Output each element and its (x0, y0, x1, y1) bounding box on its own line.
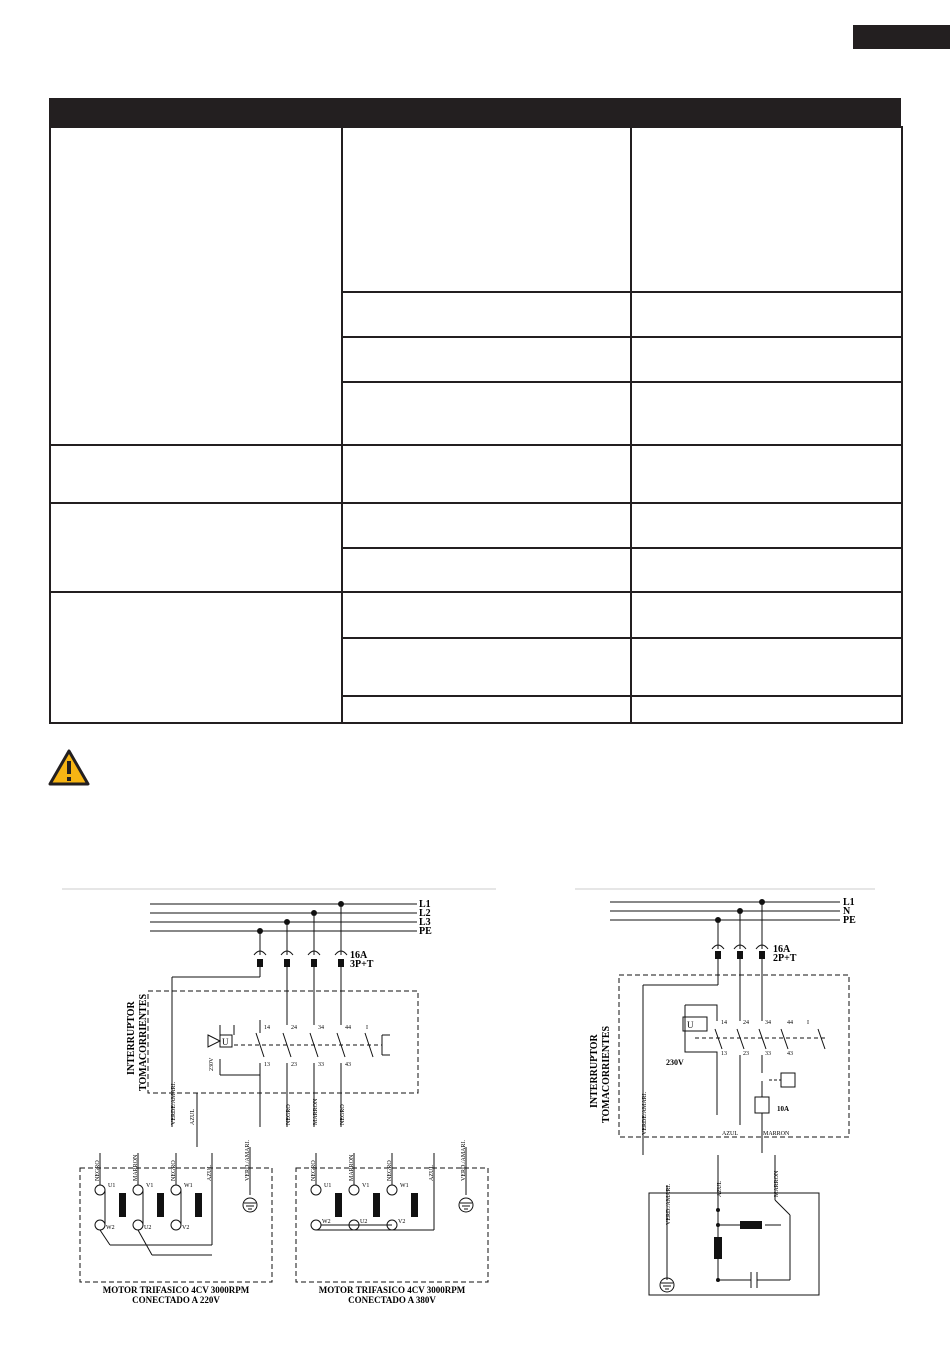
motor2-wire: NEGRO (387, 1160, 393, 1181)
motor2-wire: AZUL (429, 1165, 435, 1181)
wire-label: VERDE/AMARI. (642, 1091, 648, 1135)
winding-w1: W1 (400, 1183, 409, 1189)
terminal-13: 13 (721, 1051, 727, 1057)
table-cell (342, 548, 631, 592)
breaker-poles: 3P+T (350, 959, 374, 970)
table-cell (631, 292, 902, 337)
table-cell (342, 503, 631, 548)
table-cell (342, 127, 631, 292)
page-tab-marker (853, 25, 950, 49)
table-cell (342, 592, 631, 638)
table-cell (50, 445, 342, 503)
terminal-34: 34 (765, 1020, 771, 1026)
motor1-wire: NEGRO (171, 1160, 177, 1181)
table-cell (342, 696, 631, 723)
motor1-caption-sub: CONECTADO A 220V (132, 1295, 220, 1305)
table-body (49, 126, 903, 724)
table-cell (342, 292, 631, 337)
winding-v2: V2 (182, 1225, 190, 1231)
winding-w2: W2 (322, 1219, 331, 1225)
table-cell (50, 127, 342, 445)
motor-wire: AZUL (717, 1181, 723, 1197)
terminal-14: 14 (721, 1020, 727, 1026)
motor1-wire: AZUL (207, 1165, 213, 1181)
left-wiring-diagram (62, 885, 496, 1315)
coil-voltage: 230V (666, 1058, 684, 1067)
contact-i: I (366, 1025, 368, 1031)
table-cell (342, 638, 631, 696)
terminal-23: 23 (291, 1062, 297, 1068)
switch-label-1: INTERRUPTOR (126, 1001, 137, 1075)
winding-u2: U2 (144, 1225, 152, 1231)
motor1-wire: MARRON (133, 1154, 139, 1181)
wire-label: AZUL (190, 1109, 196, 1125)
terminal-14: 14 (264, 1025, 270, 1031)
terminal-33: 33 (765, 1051, 771, 1057)
winding-w2: W2 (106, 1225, 115, 1231)
table-cell (631, 696, 902, 723)
line-label-l1: L1 (419, 899, 431, 910)
table-cell (342, 445, 631, 503)
terminal-23: 23 (743, 1051, 749, 1057)
motor1-caption: MOTOR TRIFASICO 4CV 3000RPM (102, 1285, 250, 1295)
table-cell (631, 592, 902, 638)
terminal-43: 43 (345, 1062, 351, 1068)
table-cell (631, 127, 902, 292)
motor1-wire: NEGRO (95, 1160, 101, 1181)
breaker-rating: 16A (773, 944, 791, 955)
wire-label: MARRON (763, 1131, 790, 1137)
motor2-wire: MARRON (349, 1154, 355, 1181)
table-cell (631, 548, 902, 592)
table-cell (631, 503, 902, 548)
switch-label-1: INTERRUPTOR (589, 1034, 600, 1108)
table-cell (631, 445, 902, 503)
line-label-pe: PE (843, 915, 856, 926)
motor2-wire: NEGRO (311, 1160, 317, 1181)
table-cell (50, 503, 342, 592)
table-cell (631, 638, 902, 696)
line-label-l3: L3 (419, 917, 431, 928)
terminal-33: 33 (318, 1062, 324, 1068)
coil-label: U (687, 1020, 694, 1030)
terminal-44: 44 (787, 1020, 793, 1026)
winding-w1: W1 (184, 1183, 193, 1189)
winding-v1: V1 (362, 1183, 370, 1189)
winding-v2: V2 (398, 1219, 406, 1225)
wire-label: NEGRO (340, 1104, 346, 1125)
switch-label-2: TOMACORRIENTES (138, 993, 149, 1091)
relay-rating: 10A (777, 1105, 790, 1113)
switch-label-2: TOMACORRIENTES (601, 1025, 612, 1123)
motor1-wire: VERD./AMARI. (245, 1139, 251, 1181)
table-cell (631, 382, 902, 445)
motor2-caption: MOTOR TRIFASICO 4CV 3000RPM (318, 1285, 466, 1295)
table-header (49, 98, 901, 126)
motor-wire: VERD./AMARI. (666, 1183, 672, 1225)
right-wiring-diagram (575, 885, 875, 1315)
winding-u1: U1 (108, 1183, 116, 1189)
terminal-44: 44 (345, 1025, 351, 1031)
motor2-wire: VERD./AMARI. (461, 1139, 467, 1181)
winding-u2: U2 (360, 1219, 368, 1225)
breaker-poles: 2P+T (773, 953, 797, 964)
terminal-34: 34 (318, 1025, 324, 1031)
coil-voltage: 230V (209, 1057, 215, 1071)
breaker-rating: 16A (350, 950, 368, 961)
winding-u1: U1 (324, 1183, 332, 1189)
motor-wire: MARRON (774, 1170, 780, 1197)
line-label-n: N (843, 906, 851, 917)
table-cell (342, 382, 631, 445)
line-label-l2: L2 (419, 908, 431, 919)
line-label-pe: PE (419, 926, 432, 937)
terminal-24: 24 (743, 1020, 749, 1026)
spec-table (49, 98, 901, 724)
motor2-caption-sub: CONECTADO A 380V (348, 1295, 436, 1305)
wire-label: AZUL (722, 1131, 738, 1137)
terminal-43: 43 (787, 1051, 793, 1057)
terminal-13: 13 (264, 1062, 270, 1068)
table-cell (631, 337, 902, 382)
terminal-24: 24 (291, 1025, 297, 1031)
wire-label: MARRON (313, 1098, 319, 1125)
table-cell (50, 592, 342, 723)
table-cell (342, 337, 631, 382)
contact-i: I (807, 1020, 809, 1026)
winding-v1: V1 (146, 1183, 154, 1189)
warning-triangle-icon (47, 748, 91, 788)
wire-label: VERDE/AMARI. (171, 1081, 177, 1125)
wire-label: NEGRO (286, 1104, 292, 1125)
line-label-l1: L1 (843, 897, 855, 908)
coil-label: U (222, 1037, 229, 1047)
